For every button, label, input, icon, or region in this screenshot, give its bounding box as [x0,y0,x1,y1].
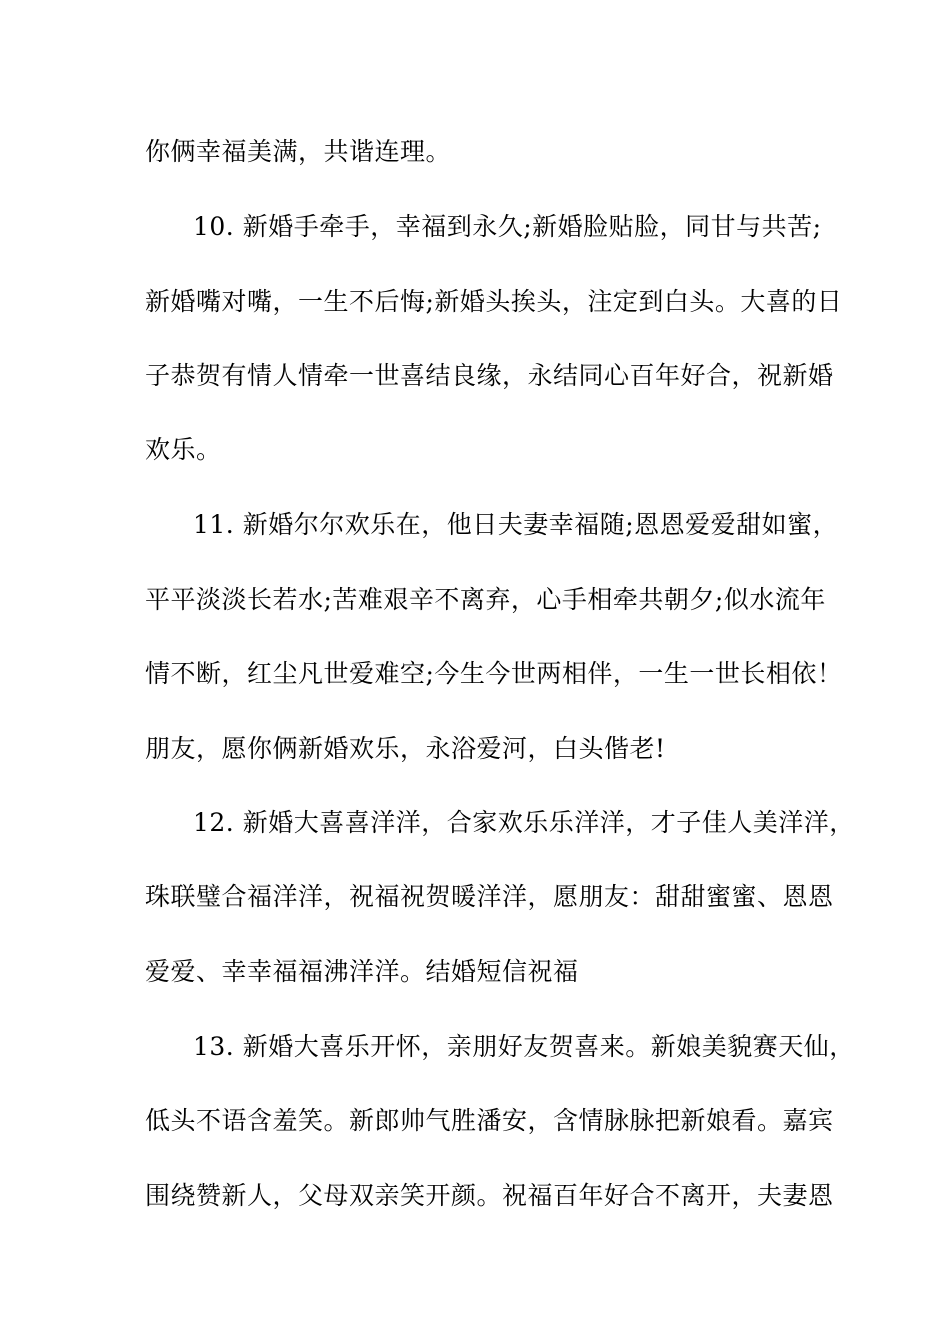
text-line: 低头不语含羞笑。新郎帅气胜潘安，含情脉脉把新娘看。嘉宾 [145,1106,834,1135]
paragraph-12-first-line: 12. 新婚大喜喜洋洋，合家欢乐乐洋洋，才子佳人美洋洋， [193,808,855,837]
text-line: 你俩幸福美满，共谐连理。 [145,137,452,166]
text-line: 珠联璧合福洋洋，祝福祝贺暖洋洋，愿朋友：甜甜蜜蜜、恩恩 [145,882,834,911]
text-line: 平平淡淡长若水;苦难艰辛不离弃，心手相牵共朝夕;似水流年 [145,585,826,614]
text-line: 爱爱、幸幸福福沸洋洋。结婚短信祝福 [145,957,579,986]
paragraph-11-first-line: 11. 新婚尔尔欢乐在，他日夫妻幸福随;恩恩爱爱甜如蜜， [193,510,839,539]
paragraph-13-first-line: 13. 新婚大喜乐开怀，亲朋好友贺喜来。新娘美貌赛天仙， [193,1032,855,1061]
text-line: 围绕赞新人，父母双亲笑开颜。祝福百年好合不离开，夫妻恩 [145,1181,834,1210]
text-line: 欢乐。 [145,435,222,464]
text-line: 情不断，红尘凡世爱难空;今生今世两相伴，一生一世长相依！ [145,659,843,688]
text-line: 新婚嘴对嘴，一生不后悔;新婚头挨头，注定到白头。大喜的日 [145,287,843,316]
text-line: 朋友，愿你俩新婚欢乐，永浴爱河，白头偕老! [145,734,666,763]
paragraph-10-first-line: 10. 新婚手牵手，幸福到永久;新婚脸贴脸，同甘与共苦; [193,212,822,241]
text-line: 子恭贺有情人情牵一世喜结良缘，永结同心百年好合，祝新婚 [145,361,834,390]
